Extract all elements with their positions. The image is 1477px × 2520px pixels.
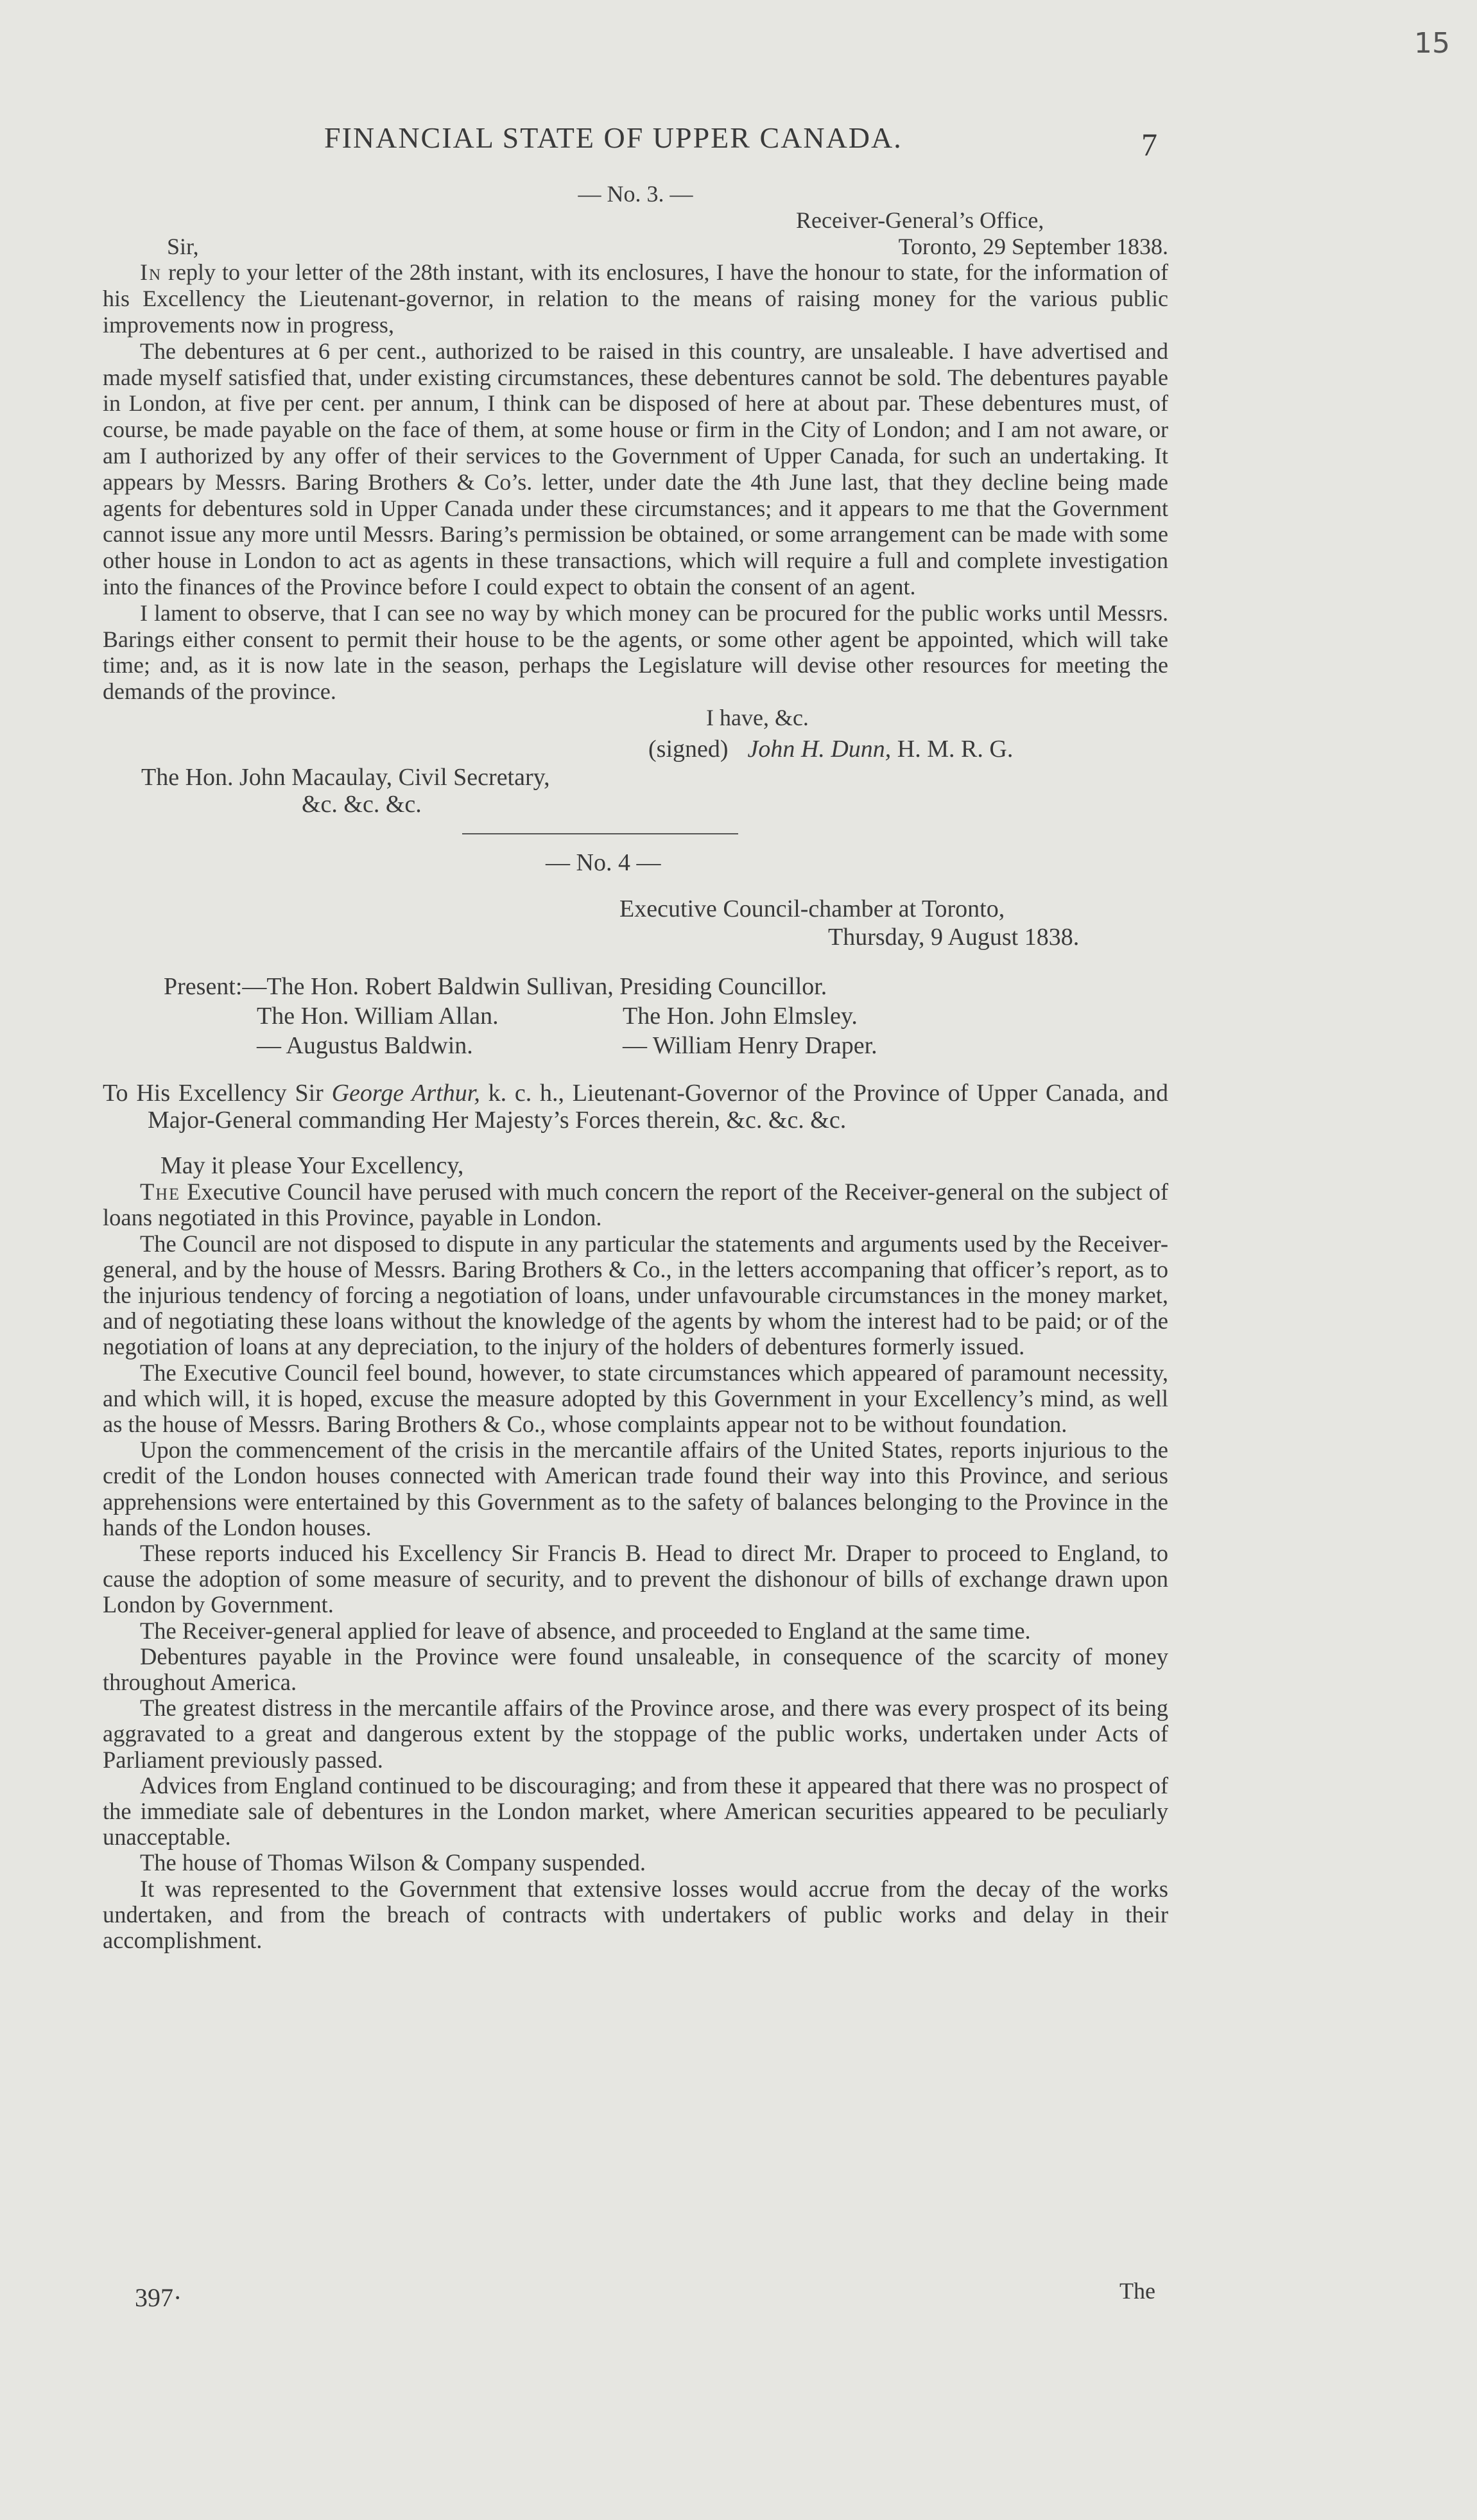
letter-3-paragraph: I lament to observe, that I can see no way by which money can be procured for the public works until Messrs. Barings either consent to permit their house to be the agents, or some other agent be appointed, which will take time; and, as it is now late in the season, perhaps the Legislature will devise other resources for meeting the demands of the province.	[103, 600, 1168, 705]
sheet-number: 15	[1414, 27, 1450, 60]
letter-4-paragraph: Upon the commencement of the crisis in the mercantile affairs of the United States, reports injurious to the credit of the London houses connected with American trade found their way into this Province, and serious apprehensions were entertained by this Government as to the safety of balances belonging to the Province in the hands of the London houses.	[103, 1437, 1168, 1540]
council-header: Executive Council-chamber at Toronto, Thursday, 9 August 1838.	[619, 895, 1080, 951]
letter-3-closing: I have, &c.	[706, 704, 809, 730]
header-title: FINANCIAL STATE OF UPPER CANADA.	[324, 121, 903, 154]
signature-row	[103, 736, 1168, 763]
letter-4-paragraph: The Executive Council feel bound, however, to state circumstances which appeared of paramount necessity, and which will, it is hoped, excuse the measure adopted by this Government in your Excellency’s mind, as well as the house of Messrs. Baring Brothers & Co., whose complaints appear not to be without foundation.	[103, 1359, 1168, 1437]
present-list	[103, 972, 1168, 1060]
letter-4-first-word: The	[140, 1178, 180, 1205]
running-header	[324, 121, 1159, 162]
letter-4-number: — No. 4 —	[546, 849, 661, 876]
letter-3-first-word: In	[140, 259, 162, 286]
signed-label: (signed)	[648, 735, 729, 763]
signature-mark: 397·	[135, 2283, 182, 2312]
letter-4-paragraph: It was represented to the Government that extensive losses would accrue from the decay of the works undertaken, and from the breach of contracts with undertakers of public works and delay in their accomplishment.	[103, 1875, 1168, 1954]
letter-4-paragraph: The greatest distress in the mercantile affairs of the Province arose, and there was every prospect of its being aggravated to a great and dangerous extent by the stoppage of the public works, undertaken under Acts of Parliament previously passed.	[103, 1695, 1168, 1773]
catchword: The	[1119, 2278, 1155, 2304]
letter-3-addressee: The Hon. John Macaulay, Civil Secretary, &c. &c. &c.	[141, 763, 550, 818]
salutation-row	[103, 234, 1168, 260]
letter-4-salutation: May it please Your Excellency,	[160, 1152, 464, 1180]
letter-4-paragraph: These reports induced his Excellency Sir Francis B. Head to direct Mr. Draper to proceed to England, to cause the adoption of some measure of security, and to prevent the dishonour of bills of exchange drawn upon London by Government.	[103, 1539, 1168, 1618]
page-footer	[103, 2277, 1168, 2316]
present-lead: Present:—The Hon. Robert Baldwin Sullivan, Presiding Councillor.	[164, 973, 827, 1001]
letter-3-date: Toronto, 29 September 1838.	[898, 233, 1168, 259]
member-row: — Augustus Baldwin. — William Henry Draper.	[257, 1032, 877, 1060]
letter-4-paragraph: The Council are not disposed to dispute in any particular the statements and arguments used by the Receiver-general, and by the house of Messrs. Baring Brothers & Co., in the letters accompaning that officer’s report, as to the injurious tendency of forcing a negotiation of loans, under unfavourable circumstances in the money market, and of negotiating these loans without the knowledge of the agents by whom the interest had to be paid; or of the negotiation of loans at any depreciation, to the injury of the holders of debentures formerly issued.	[103, 1230, 1168, 1360]
section-divider	[462, 833, 738, 834]
letter-4-paragraph: Advices from England continued to be discouraging; and from these it appeared that there was no prospect of the immediate sale of debentures in the London market, where American securities appeared to be peculiarly unacceptable.	[103, 1772, 1168, 1851]
letter-3-salutation: Sir,	[167, 233, 199, 259]
letter-4-paragraph: The Receiver-general applied for leave of absence, and proceeded to England at the same time.	[140, 1617, 1031, 1644]
signer-title: H. M. R. G.	[897, 735, 1014, 763]
member-row: The Hon. William Allan. The Hon. John Elmsley.	[257, 1003, 858, 1030]
letter-3-paragraph: In reply to your letter of the 28th instant, with its enclosures, I have the honour to state, for the information of his Excellency the Lieutenant-governor, in relation to the means of raising money for the various public improvements now in progress,	[103, 259, 1168, 338]
letter-4-paragraph: The Executive Council have perused with much concern the report of the Receiver-general on the subject of loans negotiated in this Province, payable in London.	[103, 1178, 1168, 1231]
page-number: 7	[1141, 126, 1159, 162]
letter-3-number: — No. 3. —	[578, 181, 693, 207]
page-content	[103, 181, 1168, 1953]
letter-3-office: Receiver-General’s Office,	[796, 207, 1044, 233]
letter-4-body	[103, 1179, 1168, 1953]
letter-4-paragraph: Debentures payable in the Province were found unsaleable, in consequence of the scarcity of money throughout America.	[103, 1643, 1168, 1695]
letter-4-paragraph: The house of Thomas Wilson & Company suspended.	[140, 1849, 646, 1876]
letter-4-recipient: To His Excellency Sir George Arthur, k. c. h., Lieutenant-Governor of the Province of Upper Canada, and Major-General commanding Her Majesty’s Forces therein, &c. &c. &c.	[103, 1080, 1169, 1134]
letter-3-paragraph: The debentures at 6 per cent., authorized to be raised in this country, are unsaleable. I have advertised and made myself satisfied that, under existing circumstances, these debentures cannot be sold. The debentures payable in London, at five per cent. per annum, I think can be disposed of here at about par. These debentures must, of course, be made payable on the face of them, at some house or firm in the City of London; and I am not aware, or am I authorized by any offer of their services to the Government of Upper Canada, for such an undertaking. It appears by Messrs. Baring Brothers & Co’s. letter, under date the 4th June last, that they decline being made agents for debentures sold in Upper Canada under these circumstances; and it appears to me that the Government cannot issue any more until Messrs. Baring’s permission be obtained, or some arrangement can be made with some other house in London to act as agents in these transactions, which will require a full and complete investigation into the finances of the Province before I could expect to obtain the consent of an agent.	[103, 338, 1168, 600]
signer-name: John H. Dunn,	[747, 735, 892, 763]
